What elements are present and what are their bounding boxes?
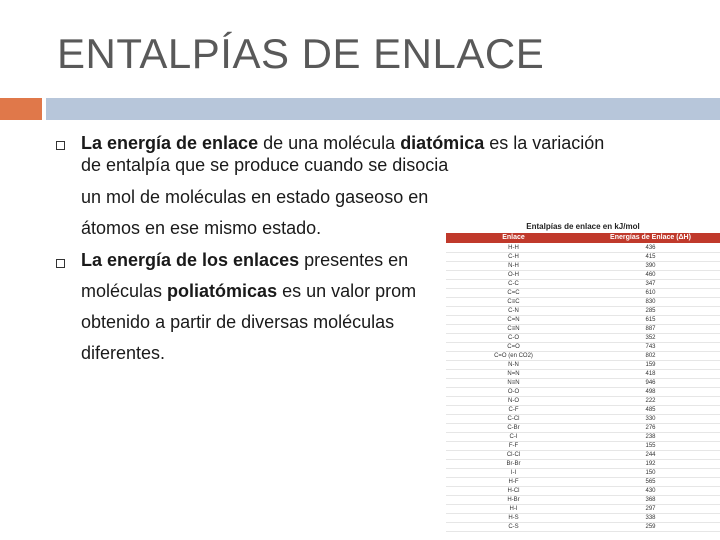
table-row — [446, 424, 720, 433]
energy-cell: 430 — [645, 488, 656, 494]
table-header — [446, 233, 720, 243]
table-row — [446, 352, 720, 361]
energy-cell: 802 — [645, 353, 656, 359]
energy-cell: 238 — [645, 434, 656, 440]
table-row — [446, 505, 720, 514]
bond-cell: C≡N — [507, 326, 520, 332]
energy-cell: 276 — [645, 425, 656, 431]
bond-cell: Br-Br — [506, 461, 521, 467]
table-row — [446, 433, 720, 442]
table-row — [446, 478, 720, 487]
bond-cell: C-Cl — [507, 416, 520, 422]
table-row — [446, 370, 720, 379]
bond-cell: C=C — [507, 290, 520, 296]
bond-cell: N=N — [507, 371, 520, 377]
bond-cell: C≡C — [507, 299, 520, 305]
bond-cell: C-N — [508, 308, 519, 314]
table-row — [446, 244, 720, 253]
energy-cell: 285 — [645, 308, 656, 314]
bond-cell: H-I — [509, 506, 518, 512]
table-row — [446, 271, 720, 280]
energy-cell: 485 — [645, 407, 656, 413]
energy-cell: 347 — [645, 281, 656, 287]
bullet-1-line-1: La energía de enlace de una molécula diatómica es la variación — [81, 133, 605, 153]
bond-cell: N≡N — [507, 380, 520, 386]
table-row — [446, 280, 720, 289]
table-row — [446, 307, 720, 316]
energy-cell: 244 — [645, 452, 656, 458]
energy-cell: 436 — [645, 245, 656, 251]
header-bond: Enlace — [502, 234, 525, 241]
table-row — [446, 460, 720, 469]
title-divider-bar — [46, 98, 720, 120]
bond-cell: F-F — [508, 443, 519, 449]
bond-cell: H-H — [508, 245, 519, 251]
bond-cell: H-S — [508, 515, 519, 521]
table-row — [446, 469, 720, 478]
bond-cell: N-H — [508, 263, 519, 269]
energy-cell: 155 — [645, 443, 656, 449]
bond-cell: C-O — [508, 335, 519, 341]
energy-cell: 390 — [645, 263, 656, 269]
energy-cell: 368 — [645, 497, 656, 503]
table-row — [446, 487, 720, 496]
bullet-1-line-2: de entalpía que se produce cuando se disocia — [81, 155, 449, 175]
energy-cell: 460 — [645, 272, 656, 278]
bullet-1-line-3: un mol de moléculas en estado gaseoso en — [81, 187, 429, 207]
energy-cell: 610 — [645, 290, 656, 296]
table-row — [446, 397, 720, 406]
table-row — [446, 388, 720, 397]
bond-cell: H-Cl — [507, 488, 520, 494]
table-row — [446, 361, 720, 370]
table-row — [446, 523, 720, 532]
table-row — [446, 298, 720, 307]
table-row — [446, 442, 720, 451]
table-row — [446, 496, 720, 505]
energy-cell: 415 — [645, 254, 656, 260]
bullet-1-line-4: átomos en ese mismo estado. — [81, 218, 322, 238]
bond-cell: C-S — [508, 524, 519, 530]
bond-cell: H-F — [508, 479, 519, 485]
energy-cell: 830 — [645, 299, 656, 305]
table-row — [446, 343, 720, 352]
bond-cell: H-Br — [507, 497, 520, 503]
bond-cell: C-F — [508, 407, 519, 413]
bond-cell: C=O (en CO2) — [494, 353, 533, 359]
table-row — [446, 316, 720, 325]
bullet-2-line-3: obtenido a partir de diversas moléculas — [81, 312, 395, 332]
table-row — [446, 415, 720, 424]
table-row — [446, 334, 720, 343]
bond-cell: C=N — [507, 317, 520, 323]
bullet-square-icon — [56, 141, 65, 150]
table-row — [446, 262, 720, 271]
bullet-square-icon — [56, 259, 65, 268]
energy-cell: 330 — [645, 416, 656, 422]
table-row — [446, 406, 720, 415]
bond-cell: Cl-Cl — [506, 452, 521, 458]
bond-cell: C-Br — [507, 425, 520, 431]
bond-cell: N-O — [508, 398, 519, 404]
table-row — [446, 325, 720, 334]
bullet-2-line-2: moléculas poliatómicas es un valor prom — [81, 281, 417, 301]
bond-cell: N-N — [508, 362, 519, 368]
energy-cell: 498 — [645, 389, 656, 395]
energy-cell: 150 — [645, 470, 656, 476]
bullet-2-line-1: La energía de los enlaces presentes en — [81, 250, 409, 270]
energy-cell: 352 — [645, 335, 656, 341]
table-row — [446, 379, 720, 388]
title-accent-bar — [0, 98, 42, 120]
energy-cell: 222 — [645, 398, 656, 404]
header-energy: Energías de Enlace (ΔH) — [610, 234, 691, 241]
bond-cell: C-H — [508, 254, 519, 260]
bond-cell: O-O — [507, 389, 520, 395]
energy-cell: 338 — [645, 515, 656, 521]
bullet-2-line-4: diferentes. — [81, 343, 166, 363]
energy-cell: 615 — [645, 317, 656, 323]
table-row — [446, 289, 720, 298]
energy-cell: 946 — [645, 380, 656, 386]
bond-enthalpy-table — [446, 220, 720, 540]
energy-cell: 297 — [645, 506, 656, 512]
bond-cell: C-C — [508, 281, 519, 287]
table-row — [446, 253, 720, 262]
energy-cell: 192 — [645, 461, 656, 467]
energy-cell: 743 — [645, 344, 656, 350]
bond-cell: C-I — [509, 434, 518, 440]
energy-cell: 418 — [645, 371, 656, 377]
table-title: Entalpías de enlace en kJ/mol — [526, 222, 640, 231]
energy-cell: 887 — [645, 326, 656, 332]
table-row — [446, 514, 720, 523]
bond-cell: O-H — [508, 272, 519, 278]
energy-cell: 259 — [645, 524, 656, 530]
energy-cell: 159 — [645, 362, 656, 368]
slide-title: ENTALPÍAS DE ENLACE — [57, 30, 545, 77]
table-row — [446, 451, 720, 460]
bond-cell: C=O — [507, 344, 520, 350]
energy-cell: 565 — [645, 479, 656, 485]
bond-cell: I-I — [510, 470, 517, 476]
